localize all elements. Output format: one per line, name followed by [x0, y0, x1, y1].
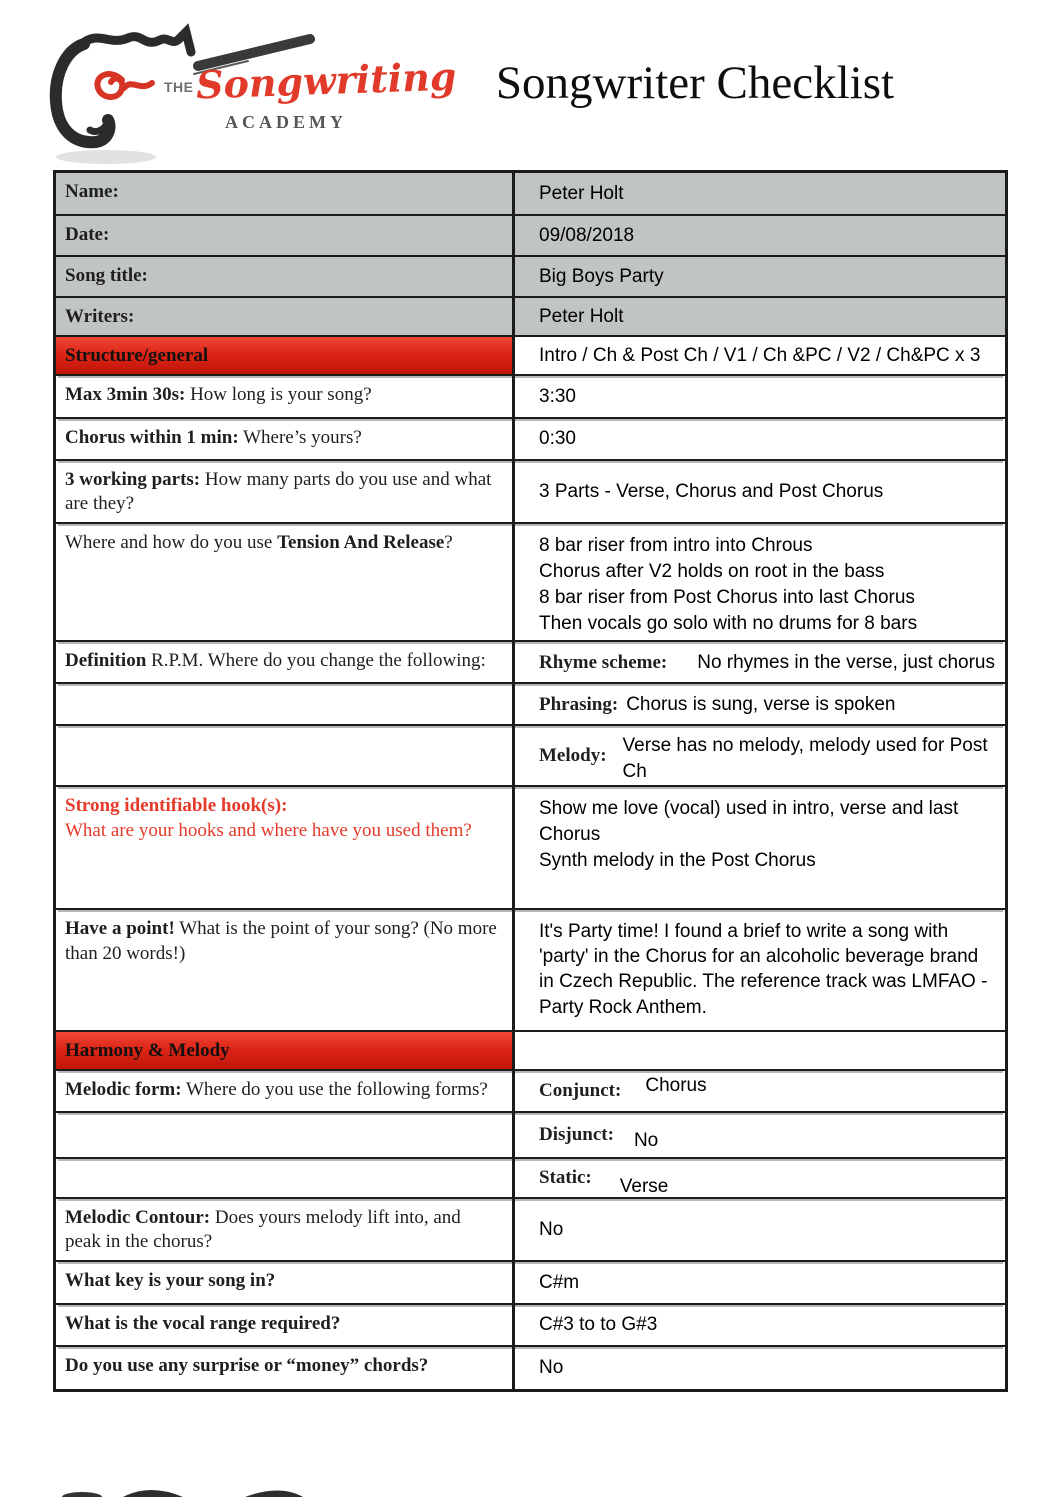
label-song-title: Song title:: [56, 257, 515, 296]
row-chorus-within-1min: [56, 419, 1005, 461]
logo-word-academy: ACADEMY: [225, 112, 347, 132]
row-tension-and-release: [56, 524, 1005, 642]
value-song-key: C#m: [539, 1271, 580, 1293]
row-melodic-contour: [56, 1199, 1005, 1262]
row-money-chords: [56, 1347, 1005, 1389]
label-song-key: What key is your song in?: [56, 1262, 515, 1303]
value-melodic-form-conjunct: Conjunct: Chorus: [515, 1071, 1005, 1111]
value-date: 09/08/2018: [515, 216, 1005, 255]
row-strong-identifiable-hooks: [56, 787, 1005, 910]
row-date: [56, 216, 1005, 257]
row-name: [56, 173, 1005, 216]
value-sublabel-melody: Melody:: [539, 745, 607, 766]
value-name: Peter Holt: [515, 173, 1005, 214]
value-strong-identifiable-hooks: Show me love (vocal) used in intro, verse and last Chorus Synth melody in the Post Chorus: [539, 797, 959, 871]
value-sublabel-disjunct: Disjunct:: [539, 1123, 614, 1145]
value-definition-rpm-rhyme-scheme: Rhyme scheme: No rhymes in the verse, just chorus: [515, 642, 1005, 682]
label-writers: Writers:: [56, 298, 515, 335]
row-harmony-and-melody: [56, 1032, 1005, 1071]
label-melody: [56, 726, 515, 785]
value-static: Static: Verse: [539, 1166, 669, 1197]
row-vocal-range: [56, 1305, 1005, 1347]
value-chorus-within-1min: 0:30: [539, 428, 576, 450]
label-melodic-contour: Melodic Contour: Does yours melody lift into, and peak in the chorus?: [56, 1199, 515, 1260]
value-sublabel-melodic-form-conjunct: Conjunct:: [539, 1079, 622, 1101]
label-strong-identifiable-hooks: Strong identifiable hook(s): What are your hooks and where have you used them?: [56, 787, 515, 908]
row-song-key: [56, 1262, 1005, 1305]
label-working-parts: 3 working parts: How many parts do you use and what are they?: [56, 461, 515, 522]
label-harmony-and-melody: Harmony & Melody: [56, 1032, 515, 1069]
row-definition-rpm-rhyme-scheme: [56, 642, 1005, 684]
label-static: [56, 1159, 515, 1197]
label-money-chords: Do you use any surprise or “money” chords?: [56, 1347, 515, 1389]
value-working-parts: 3 Parts - Verse, Chorus and Post Chorus: [539, 480, 884, 502]
logo-word-the: THE: [164, 79, 194, 95]
songwriting-academy-logo: [48, 22, 458, 170]
value-structure-general: Intro / Ch & Post Ch / V1 / Ch &PC / V2 / Ch&PC x 3: [515, 337, 1005, 374]
value-sublabel-definition-rpm-rhyme-scheme: Rhyme scheme:: [539, 651, 668, 673]
label-definition-rpm-rhyme-scheme: Definition R.P.M. Where do you change the following:: [56, 642, 515, 682]
label-vocal-range: What is the vocal range required?: [56, 1305, 515, 1345]
value-max-length: 3:30: [539, 385, 576, 407]
label-melodic-form-conjunct: Melodic form: Where do you use the following forms?: [56, 1071, 515, 1111]
value-melody: Melody: Verse has no melody, melody used for Post Ch: [539, 735, 988, 782]
label-date: Date:: [56, 216, 515, 255]
logo-word-songwriting: Songwriting: [195, 53, 458, 108]
row-structure-general: [56, 337, 1005, 376]
value-money-chords: No: [539, 1357, 564, 1379]
label-tension-and-release: Where and how do you use Tension And Release?: [56, 524, 515, 640]
value-sublabel-phrasing: Phrasing:: [539, 693, 619, 715]
value-vocal-range: C#3 to to G#3: [539, 1314, 658, 1336]
row-melody: [56, 726, 1005, 787]
label-chorus-within-1min: Chorus within 1 min: Where’s yours?: [56, 419, 515, 459]
value-sublabel-static: Static:: [539, 1166, 592, 1188]
row-have-a-point: [56, 910, 1005, 1032]
value-have-a-point: It's Party time! I found a brief to write a song with 'party' in the Chorus for an alcoholic beverage brand in Czech Republic. The reference track was LMFAO - Party Rock Anthem.: [539, 920, 988, 1018]
label-phrasing: [56, 684, 515, 724]
row-song-title: [56, 257, 1005, 298]
value-tension-and-release: 8 bar riser from intro into Chrous Chorus after V2 holds on root in the bass 8 bar riser from Post Chorus into last Chorus Then vocals go solo with no drums for 8 bars: [539, 535, 918, 634]
page-title: Songwriter Checklist: [495, 57, 895, 109]
label-disjunct: [56, 1113, 515, 1157]
value-disjunct: Disjunct: No: [539, 1123, 659, 1151]
partial-logo-bottom-icon: [55, 1481, 335, 1497]
label-name: Name:: [56, 173, 515, 214]
value-phrasing: Phrasing: Chorus is sung, verse is spoken: [515, 684, 1005, 724]
row-disjunct: [56, 1113, 1005, 1159]
value-song-title: Big Boys Party: [515, 257, 1005, 296]
row-melodic-form-conjunct: [56, 1071, 1005, 1113]
value-writers: Peter Holt: [515, 298, 1005, 335]
row-writers: [56, 298, 1005, 337]
value-melodic-contour: No: [539, 1218, 564, 1240]
label-max-length: Max 3min 30s: How long is your song?: [56, 376, 515, 417]
row-max-length: [56, 376, 1005, 419]
row-working-parts: [56, 461, 1005, 524]
row-phrasing: [56, 684, 1005, 726]
label-have-a-point: Have a point! What is the point of your song? (No more than 20 words!): [56, 910, 515, 1030]
row-static: [56, 1159, 1005, 1199]
value-harmony-and-melody: [515, 1032, 1005, 1069]
checklist-table: [53, 170, 1008, 1392]
label-structure-general: Structure/general: [56, 337, 515, 374]
